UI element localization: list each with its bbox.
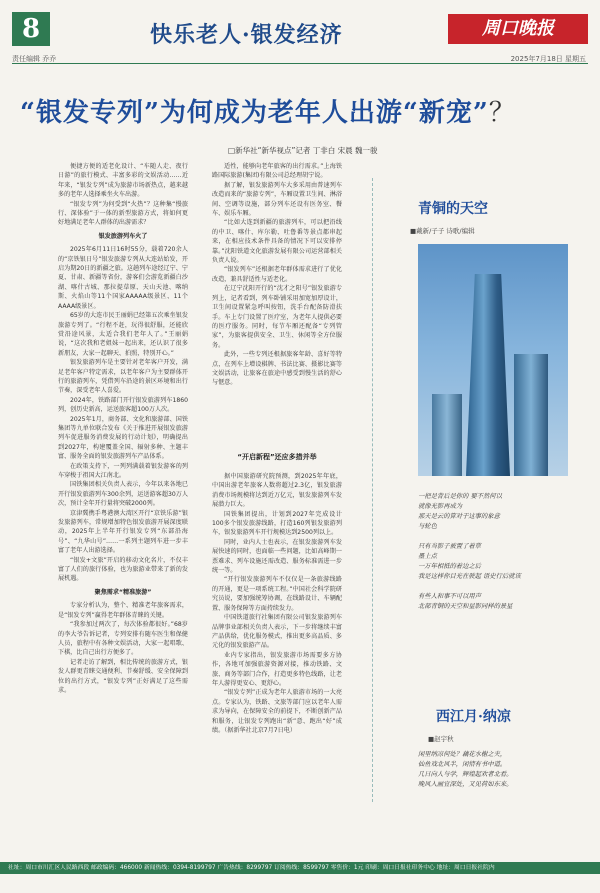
paragraph: 银发旅游列车是主要针对老年客户开发，满足老年客户特定需求，以老年客户为主要群体开行的旅游列车，凭借列车沿途的景区环境和出行节奏，深受老年人喜爱。 (58, 359, 188, 395)
paragraph: 2024年，铁路部门开行银发旅游列车1860列，创历史新高，运送旅客超100万人次。 (58, 396, 188, 414)
paragraph: 专家分析认为，整个、精准老年旅客需求，是“银发专列”赢得老年群体青睐的关键。 (58, 602, 188, 619)
page-number: 8 (12, 12, 50, 46)
subheading: 聚焦需求“精准旅游” (94, 588, 152, 596)
section-title (150, 18, 343, 49)
poem-line: 就像光影再成为 (418, 503, 463, 510)
paragraph: 65岁的大连市民王丽娟已经第五次乘坐银发旅游专列了。“行程不赶，玩得很舒服，还能欣赏沿途风景，太适合我们老年人了。”王丽娟说，“这次我和老姐妹一起出来，还认识了很多新朋友，大家一起聊天、拍照，特别开心。” (58, 312, 188, 357)
poem-body-2 (418, 750, 572, 790)
poem-title-2: 西江月·纳凉 (436, 709, 511, 725)
poem-line: 与轮色 (418, 523, 437, 530)
header-divider (12, 63, 588, 64)
poem-line: 北部青铜的天空和星影同样的景星 (418, 603, 513, 610)
building-shape (514, 354, 548, 476)
paragraph: 国铁集团提出，计划到2027年完成设计100多个银发旅游线路，打造160列银发旅游列车，银发旅游列车开行规模达到2500列以上。 (212, 510, 342, 537)
paragraph: 在政策支持下，一列列满载着银发游客的列车穿梭于祖国大江南北。 (58, 462, 188, 479)
paragraph: 记者走访了解到，相比传统的旅游方式，银发人群更青睐交通便利、节奏舒缓、安全保障到位的出行方式，“银发专列”正好满足了这些需求。 (58, 658, 188, 694)
paragraph: 此外，一些专列还根据旅客年龄、喜好等特点，在列车上增设棋牌、书法比赛、摄影比赛等文娱活动，让旅客在旅途中感受到慢生活的舒心与惬意。 (212, 351, 342, 387)
poem-author-2: ■赵宇秋 (428, 735, 454, 743)
newspaper-logo: 周口晚报 (448, 14, 588, 44)
section-title-text: 快乐老人·银发经济 (150, 22, 343, 48)
paragraph: 京津冀携手粤港澳大湾区开行“京铁乐游”银发旅游列车，常规增加特色银发旅游开展深度联动，2025年上半年开行银发专列“东部沿海号”、“九华山号”……一系列主题列车进一步丰富了老年人出游选择。 (58, 509, 188, 555)
skyscraper-photo (418, 244, 568, 476)
article-column-2b (212, 472, 342, 812)
building-shape (432, 394, 462, 476)
page-header (0, 0, 600, 62)
poem-line: 只有当影子被置了着草 (418, 543, 481, 550)
poem-line: 我是这样你目光在驶起 语史行后就该 (418, 573, 521, 580)
paragraph: “我参加过两次了，每次体验都很好。”68岁的李大爷告诉记者，专列安排有随车医生和保健人员，旅程中有各种文娱活动，大家一起唱歌、下棋，比自己出行方便多了。 (58, 621, 188, 657)
poem-line: 闲里纳凉何处？藕花水榭之夹， (418, 751, 507, 758)
poem-body-1 (418, 492, 568, 612)
paragraph: “开行银发旅游列车不仅仅是一条旅游线路的开通，更是一项系统工程。”中国社会科学院研究员说，要加强统筹协调，在线路设计、车辆配置、服务保障等方面持续发力。 (212, 576, 342, 612)
paragraph: 在辽宁沈阳开行的“沈才之阳号”银发旅游专列上，记者看到，列车卧铺采用加宽加厚设计，卫生间设置紧急呼叫按钮，洗手台配备防滑扶手。车上专门设置了医疗室，为老年人提供必要的医疗服务。同时，每节车厢还配备“专列管家”，为旅客提供安全、卫生、休闲等全方位服务。 (212, 285, 342, 349)
poem-line: 一把是背后是你的 要不然何以 (418, 493, 502, 500)
article-column-1 (58, 162, 188, 812)
subheading: “开启新程”还应多措并举 (237, 453, 317, 461)
poem-line (418, 582, 568, 592)
page-footer: 社址：周口市川汇区人民路西段 邮政编码：466000 新闻热线：0394-8199797 广告热线：8299797 订阅热线：8599797 零售价：1元 印刷：周口日报社印务中心 地址：周口日报社院内 (0, 862, 600, 874)
paragraph: “银发+文旅”开启的移动文化名片，不仅丰富了人们的旅行体验，也为旅游业带来了新的发展机遇。 (58, 556, 188, 583)
poem-line: 有些人和事不可以用声 (418, 593, 481, 600)
paragraph: 适性，能够向老年旅客的出行需求。”上海铁路国际旅游(集团)有限公司总经理胡宁说。 (212, 163, 342, 180)
headline-text: “银发专列”为何成为老年人出游“新宠” (20, 98, 489, 128)
article-headline (20, 92, 580, 129)
poem-line (418, 532, 568, 542)
paragraph: “银发专列”为何受到“火热”？这种集“慢旅行、深体验”于一体的新型旅游方式，将如何更好地满足老年人群体的出游需求？ (58, 200, 188, 227)
poem-author-1: ■戴新/子子 诗歌/编辑 (410, 227, 475, 235)
paragraph: “银发列车”还根据老年群体需求进行了优化改造，兼具舒适性与适老化。 (212, 266, 342, 283)
paragraph: 2025年1月，商务部、文化和旅游部、国铁集团等九单位联合发布《关于推进开展银发旅游列车促进服务消费发展的行动计划》，明确提出到2027年，构建覆盖全国、辐射多种、主题丰富、服务全面的银发旅游列车产品体系。 (58, 415, 188, 461)
paragraph: 据了解，银发旅游列车大多采用由普速列车改造而来的“旅游专列”，车厢设置卫生间、淋浴间、空调等设施，部分列车还设有医务室、餐车、娱乐车厢。 (212, 181, 342, 218)
paragraph: 国铁集团相关负责人表示，今年以来各地已开行银发旅游列车300余列，运送游客超30万人次，预计全年开行量将突破2000列。 (58, 481, 188, 508)
poem-line: 晚风入画宜深处，又见荷如东来。 (418, 781, 513, 788)
paragraph: 中国铁道旅行社集团有限公司银发旅游列车品牌事业部相关负责人表示，下一步将继续丰富产品供给，优化服务模式，推出更多高品质、多元化的银发旅游产品。 (212, 614, 342, 650)
editor-line: 责任编辑 乔乔 (12, 55, 57, 63)
building-shape (466, 274, 510, 476)
poem-line: 墨上点 (418, 553, 437, 560)
headline-question-mark: ？ (488, 98, 516, 128)
paragraph: 业内专家指出，银发旅游市场需要多方协作，各地可加强旅游资源对接，推动铁路、文旅、商务等部门合作，打造更多特色线路，让老年人游得更安心、更舒心。 (212, 651, 342, 687)
poem-line: 一万年相抵的着边之后 (418, 563, 481, 570)
paragraph: “比如大连到新疆的旅游列车，可以把沿线的中卫、喀什、库尔勒、吐鲁番等景点都串起来，在相应技术条件具备的情况下可以安排停靠。”沈阳铁道文化旅游发展有限公司运营部相关负责人说。 (212, 219, 342, 265)
paragraph: 同时，业内人士也表示，在银发旅游列车发展快速的同时，也面临一些问题，比如高峰期一票难求、列车设施还需改造、服务标准需进一步统一等。 (212, 538, 342, 575)
paragraph: 据中国旅游研究院预测，到2025年年底，中国出游老年旅客人数将超过2.3亿，银发旅游消费市场规模将达到近万亿元，银发旅游列车发展潜力巨大。 (212, 473, 342, 509)
subheading: 银发旅游列车火了 (98, 232, 148, 240)
paragraph: 2025年6月11日16时55分，载着720余人的“京铁银日号”银发旅游专列从大连站始发，开启为期20日的新疆之旅。这趟列车途经辽宁、宁夏、甘肃、新疆等省份，游客们会游览新疆白沙湖、喀什古城、那拉提草原、天山天池、喀纳斯、火焰山等11个国家AAAAA级景区、11个AAAA级景区。 (58, 246, 188, 310)
poem-line: 仙鱼戏北风半，闲情有书中道。 (418, 761, 507, 768)
date-line: 2025年7月18日 星期五 (510, 55, 586, 63)
article-column-2 (212, 162, 342, 417)
article-byline: □新华社“新华视点”记者 丁非白 宋晨 魏一骏 (228, 146, 378, 155)
poem-line: 那天是云的算对于这事的象意 (418, 513, 500, 520)
paragraph: 便捷方便的适老化设计、“车随人走、夜行日游”的旅行模式、丰富多彩的文娱活动……近年来，“银发专列”成为旅游市场新热点，越来越多的老年人选择乘坐火车出游。 (58, 163, 188, 199)
poem-line: 几日向人与学，辉煌起欢者北看。 (418, 771, 513, 778)
paragraph: “银发专列”正成为老年人旅游市场的一大亮点。专家认为，铁路、文旅等部门应以老年人需求为导向，在保障安全的前提下，不断创新产品和服务，让银发专列跑出“新”意、跑出“好”成绩。（据新华社北京7月7日电） (212, 689, 342, 734)
poem-title-1: 青铜的天空 (418, 201, 488, 217)
